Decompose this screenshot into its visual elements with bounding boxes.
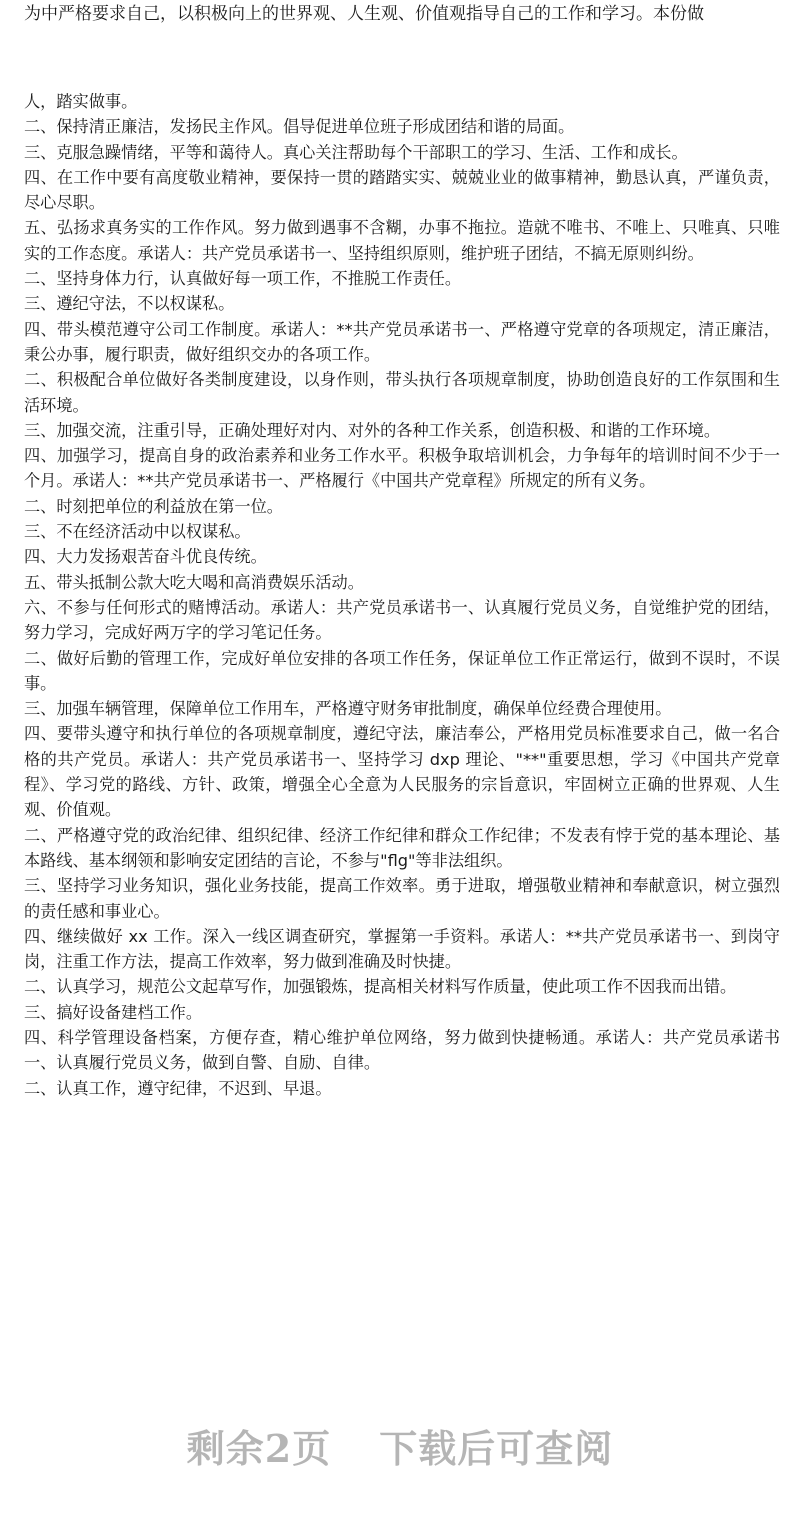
paragraph: 四、大力发扬艰苦奋斗优良传统。 <box>24 547 267 567</box>
top-line: 为中严格要求自己，以积极向上的世界观、人生观、价值观指导自己的工作和学习。本份做 <box>24 4 704 24</box>
remaining-pages-label: 剩余2页 <box>186 1426 332 1471</box>
paragraph: 二、积极配合单位做好各类制度建设，以身作则，带头执行各项规章制度，协助创造良好的工作氛围和生活环境。 <box>24 370 780 415</box>
download-to-view-label: 下载后可查阅 <box>379 1426 614 1471</box>
paragraph: 三、克服急躁情绪，平等和蔼待人。真心关注帮助每个干部职工的学习、生活、工作和成长。 <box>24 142 688 162</box>
download-prompt[interactable] <box>0 1418 800 1473</box>
paragraph: 二、做好后勤的管理工作，完成好单位安排的各项工作任务，保证单位工作正常运行，做到不误时，不误事。 <box>24 648 780 693</box>
paragraph: 四、加强学习，提高自身的政治素养和业务工作水平。积极争取培训机会，力争每年的培训时间不少于一个月。承诺人：**共产党员承诺书一、严格履行《中国共产党章程》所规定的所有义务。 <box>24 446 780 491</box>
paragraph: 二、认真工作，遵守纪律，不迟到、早退。 <box>24 1078 332 1098</box>
paragraph: 三、加强交流，注重引导，正确处理好对内、对外的各种工作关系，创造积极、和谐的工作环境。 <box>24 420 721 440</box>
paragraph: 四、在工作中要有高度敬业精神，要保持一贯的踏踏实实、兢兢业业的做事精神，勤恳认真，严谨负责，尽心尽职。 <box>24 167 780 213</box>
paragraph: 五、弘扬求真务实的工作作风。努力做到遇事不含糊，办事不拖拉。造就不唯书、不唯上、只唯真、只唯实的工作态度。承诺人：共产党员承诺书一、坚持组织原则，维护班子团结，不搞无原则纠纷。 <box>24 218 780 263</box>
paragraph: 五、带头抵制公款大吃大喝和高消费娱乐活动。 <box>24 572 364 592</box>
paragraph: 二、坚持身体力行，认真做好每一项工作，不推脱工作责任。 <box>24 269 462 289</box>
paragraph: 三、遵纪守法，不以权谋私。 <box>24 294 235 314</box>
paragraph: 人，踏实做事。 <box>24 92 138 111</box>
paragraph: 四、要带头遵守和执行单位的各项规章制度，遵纪守法，廉洁奉公，严格用党员标准要求自己，做一名合格的共产党员。承诺人：共产党员承诺书一、坚持学习 dxp 理论、"**"重要思想，学习《中国共产党章程》、学习党的路线、方针、政策，增强全心全意为人民服务的宗旨意识，牢固树立正确的世界观、人生观、价值观。 <box>24 724 780 820</box>
paragraph: 二、严格遵守党的政治纪律、组织纪律、经济工作纪律和群众工作纪律；不发表有悖于党的基本理论、基本路线、基本纲领和影响安定团结的言论，不参与"flg"等非法组织。 <box>24 825 780 870</box>
paragraph: 三、搞好设备建档工作。 <box>24 1002 203 1022</box>
paragraph: 四、继续做好 xx 工作。深入一线区调查研究，掌握第一手资料。承诺人：**共产党员承诺书一、到岗守岗，注重工作方法，提高工作效率，努力做到准确及时快捷。 <box>24 926 780 972</box>
paragraph: 二、认真学习，规范公文起草写作，加强锻炼，提高相关材料写作质量，使此项工作不因我而出错。 <box>24 977 737 997</box>
paragraph: 三、不在经济活动中以权谋私。 <box>24 522 251 542</box>
paragraph: 三、坚持学习业务知识，强化业务技能，提高工作效率。勇于进取，增强敬业精神和奉献意识，树立强烈的责任感和事业心。 <box>24 876 780 921</box>
paragraph: 三、加强车辆管理，保障单位工作用车，严格遵守财务审批制度，确保单位经费合理使用。 <box>24 699 672 719</box>
top-partial-text <box>24 0 784 28</box>
document-body <box>24 89 780 1101</box>
paragraph: 四、科学管理设备档案，方便存查，精心维护单位网络，努力做到快捷畅通。承诺人：共产党员承诺书一、认真履行党员义务，做到自警、自励、自律。 <box>24 1027 780 1073</box>
paragraph: 二、保持清正廉洁，发扬民主作风。倡导促进单位班子形成团结和谐的局面。 <box>24 117 575 137</box>
paragraph: 四、带头模范遵守公司工作制度。承诺人：**共产党员承诺书一、严格遵守党章的各项规定，清正廉洁，秉公办事，履行职责，做好组织交办的各项工作。 <box>24 319 780 364</box>
paragraph: 二、时刻把单位的利益放在第一位。 <box>24 496 283 516</box>
paragraph: 六、不参与任何形式的赌博活动。承诺人：共产党员承诺书一、认真履行党员义务，自觉维护党的团结，努力学习，完成好两万字的学习笔记任务。 <box>24 597 780 643</box>
